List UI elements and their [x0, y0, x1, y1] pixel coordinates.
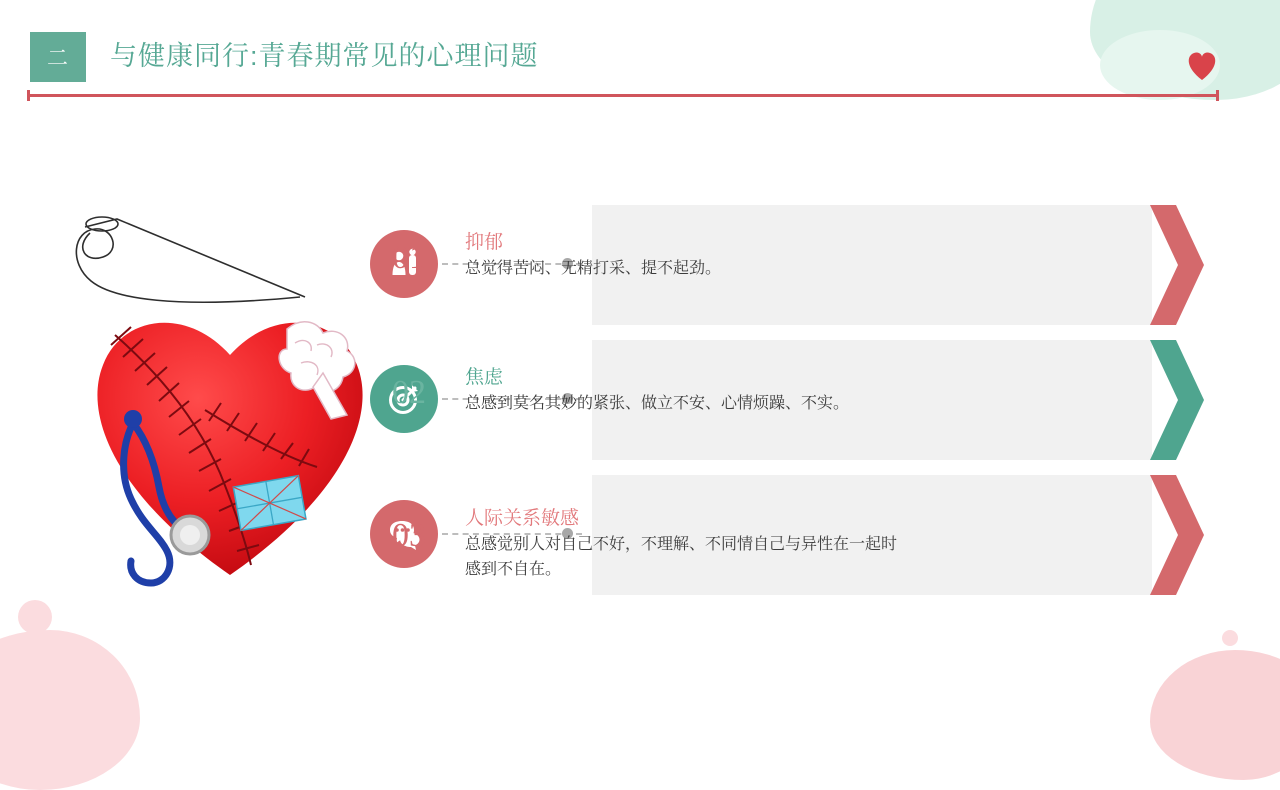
chapter-number-badge: 二 — [30, 32, 86, 82]
item-description: 总感到莫名其妙的紧张、做立不安、心情烦躁、不实。 — [465, 395, 850, 412]
slide-header — [0, 22, 1280, 92]
list-item[interactable] — [360, 475, 1220, 595]
item-title: 焦虑 — [465, 367, 504, 388]
decor-blob-pink-bottom-left — [0, 630, 140, 790]
item-number: 02 — [392, 374, 426, 411]
list-item[interactable] — [360, 340, 1220, 460]
decor-blob-pink-bottom-right — [1150, 650, 1280, 780]
panel-arrow — [1150, 340, 1204, 460]
list-item[interactable] — [360, 205, 1220, 325]
item-title: 人际关系敏感 — [465, 508, 580, 529]
problem-list — [360, 205, 1220, 605]
panel-arrow — [1150, 475, 1204, 595]
decor-dot — [100, 672, 114, 686]
decor-dot — [18, 600, 52, 634]
header-divider — [28, 94, 1218, 97]
item-description: 总觉得苦闷、无精打采、提不起劲。 — [465, 260, 722, 277]
panel-arrow — [1150, 205, 1204, 325]
item-description: 总感觉别人对自己不好，不理解、不同情自己与异性在一起时感到不自在。 — [465, 536, 898, 578]
item-number: 03 — [392, 517, 426, 554]
item-number: 01 — [392, 239, 426, 276]
decor-dot — [62, 640, 70, 648]
page-title: 与健康同行:青春期常见的心理问题 — [110, 41, 539, 71]
item-title: 抑郁 — [465, 232, 504, 253]
decor-dot — [1222, 630, 1238, 646]
